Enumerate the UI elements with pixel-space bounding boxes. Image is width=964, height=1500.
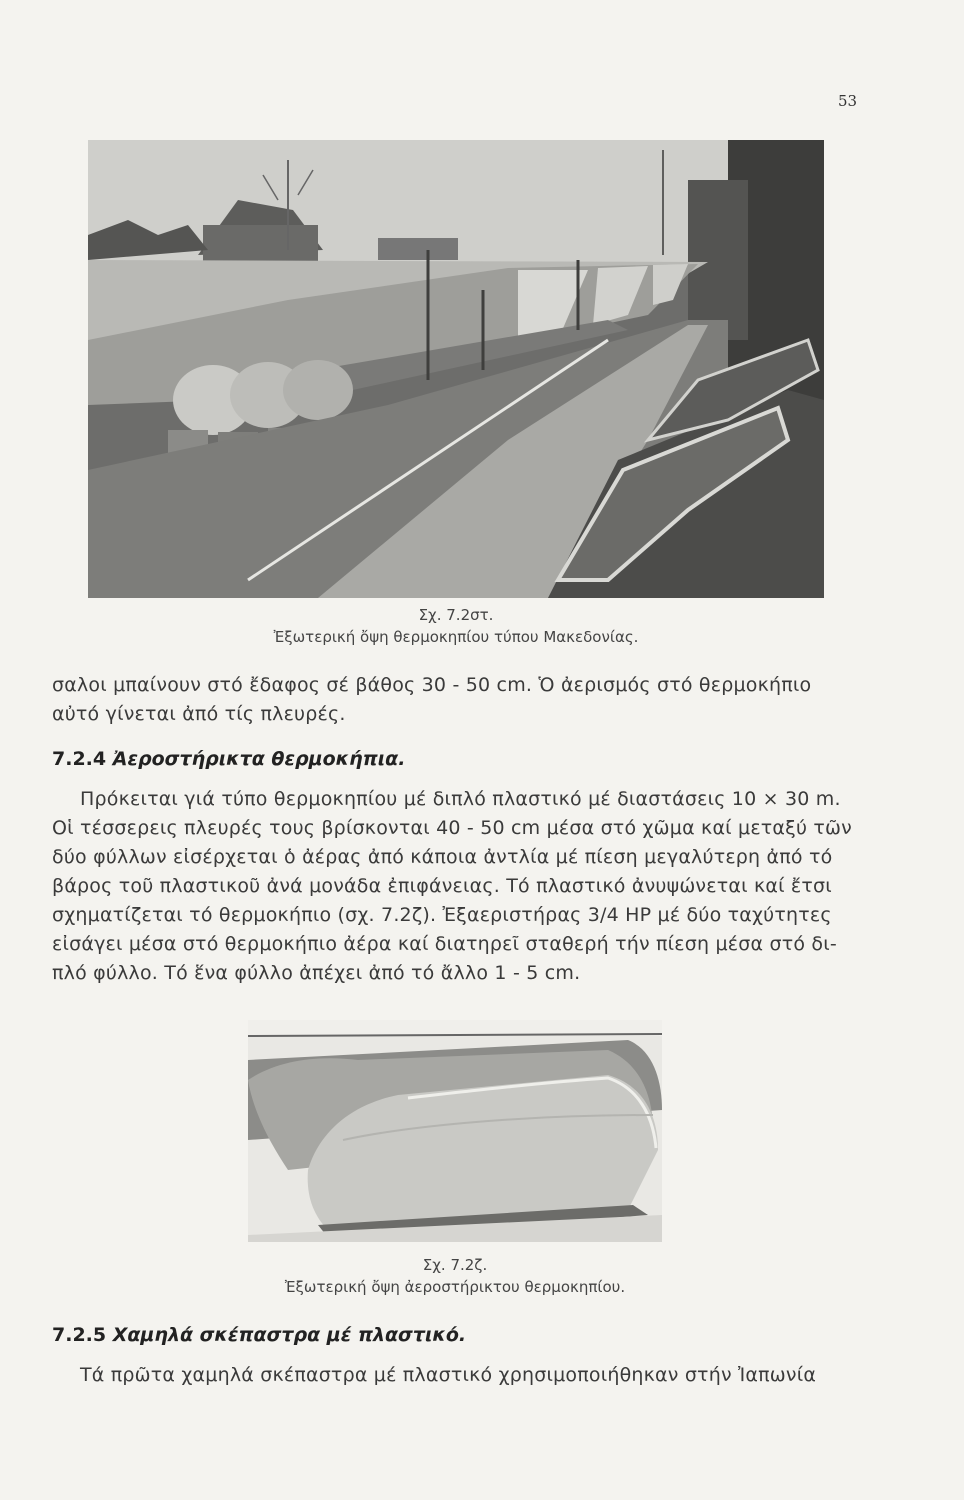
paragraph-2-line-1: Πρόκειται γιά τύπο θερμοκηπίου μέ διπλό πλαστικό μέ διαστάσεις 10 × 30 m. (80, 788, 841, 810)
paragraph-1-line-1: σαλοι μπαίνουν στό ἔδαφος σέ βάθος 30 - 50 cm. Ὁ ἀερισμός στό θερμοκήπιο (52, 674, 812, 696)
section-title: Χαμηλά σκέπαστρα μέ πλαστικό. (112, 1324, 467, 1346)
paragraph-2-line-3: δύο φύλλων εἰσέρχεται ὁ ἀέρας ἀπό κάποια ἀντλία μέ πίεση μεγαλύτερη ἀπό τό (52, 846, 833, 868)
section-heading-7-2-5 (52, 1324, 466, 1346)
page-number: 53 (838, 92, 858, 110)
greenhouse-photo-macedonian (88, 140, 824, 598)
paragraph-2-line-5: σχηματίζεται τό θερμοκήπιο (σχ. 7.2ζ). Ἐξαεριστήρας 3/4 HP μέ δύο ταχύτητες (52, 904, 832, 926)
figure-2-caption: Ἐξωτερική ὄψη ἀεροστήρικτου θερμοκηπίου. (284, 1278, 626, 1296)
paragraph-2-line-2: Οἱ τέσσερεις πλευρές τους βρίσκονται 40 - 50 cm μέσα στό χῶμα καί μεταξύ τῶν (52, 817, 852, 839)
paragraph-2-line-6: εἰσάγει μέσα στό θερμοκήπιο ἀέρα καί διατηρεῖ σταθερή τήν πίεση μέσα στό δι- (52, 933, 837, 955)
figure-1-label: Σχ. 7.2στ. (418, 606, 494, 624)
figure-2-label: Σχ. 7.2ζ. (422, 1256, 488, 1274)
section-number: 7.2.5 (52, 1324, 107, 1346)
figure-1-caption: Ἐξωτερική ὄψη θερμοκηπίου τύπου Μακεδονίας. (273, 628, 639, 646)
paragraph-3-line-1: Τά πρῶτα χαμηλά σκέπαστρα μέ πλαστικό χρησιμοποιήθηκαν στήν Ἰαπωνία (80, 1364, 817, 1386)
paragraph-2-line-7: πλό φύλλο. Τό ἕνα φύλλο ἀπέχει ἀπό τό ἄλλο 1 - 5 cm. (52, 962, 581, 984)
section-number: 7.2.4 (52, 748, 107, 770)
air-supported-greenhouse-photo (248, 1020, 662, 1242)
paragraph-2-line-4: βάρος τοῦ πλαστικοῦ ἀνά μονάδα ἐπιφάνειας. Τό πλαστικό ἀνυψώνεται καί ἔτσι (52, 875, 832, 897)
paragraph-1-line-2: αὐτό γίνεται ἀπό τίς πλευρές. (52, 703, 346, 725)
section-title: Ἀεροστήρικτα θερμοκήπια. (112, 748, 406, 770)
section-heading-7-2-4 (52, 748, 405, 770)
